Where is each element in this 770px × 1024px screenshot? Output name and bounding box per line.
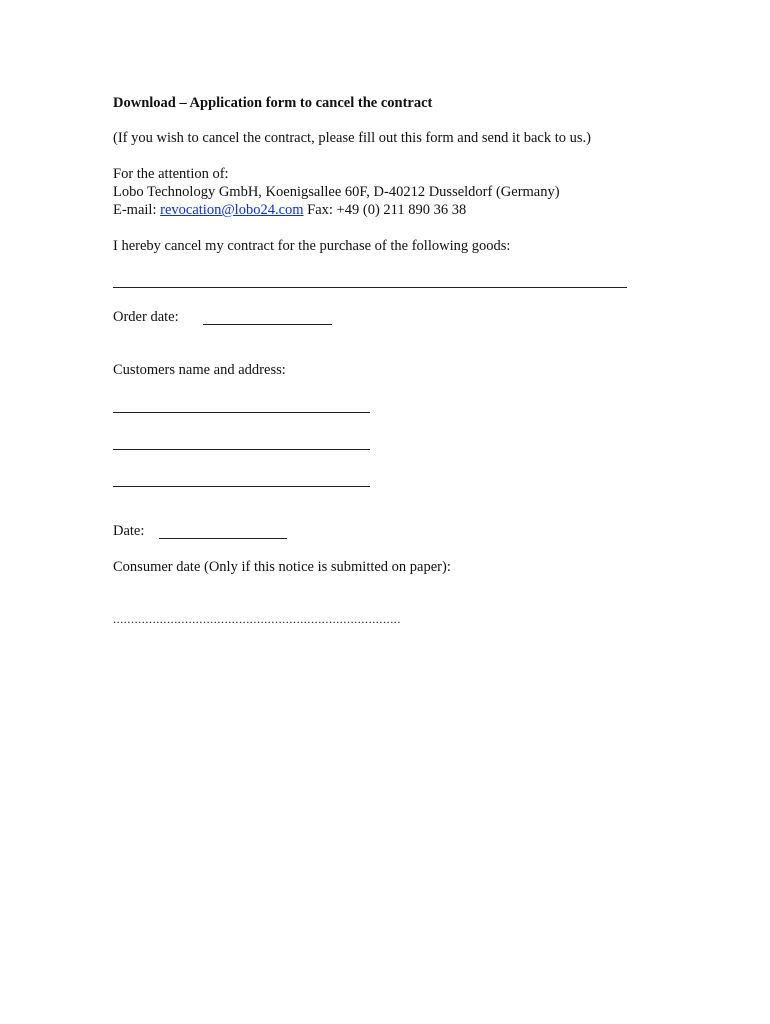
cancel-statement: I hereby cancel my contract for the purchase of the following goods:	[113, 238, 511, 254]
fax-text: Fax: +49 (0) 211 890 36 38	[303, 202, 467, 218]
consumer-date-label: Consumer date (Only if this notice is submitted on paper):	[113, 559, 451, 575]
goods-input-line[interactable]	[113, 287, 627, 288]
customer-address-line-3[interactable]	[113, 486, 370, 487]
company-address: Lobo Technology GmbH, Koenigsallee 60F, D-40212 Dusseldorf (Germany)	[113, 184, 560, 200]
email-link[interactable]: revocation@lobo24.com	[160, 202, 304, 218]
customer-address-line-2[interactable]	[113, 449, 370, 450]
signature-dotted-line[interactable]: ................................................................................	[113, 612, 401, 626]
customer-label: Customers name and address:	[113, 362, 286, 378]
customer-address-line-1[interactable]	[113, 412, 370, 413]
order-date-label: Order date:	[113, 309, 179, 325]
order-date-input-line[interactable]	[203, 324, 332, 325]
date-input-line[interactable]	[159, 538, 287, 539]
intro-text: (If you wish to cancel the contract, please fill out this form and send it back to us.)	[113, 130, 591, 146]
document-title: Download – Application form to cancel the contract	[113, 95, 433, 111]
attention-label: For the attention of:	[113, 166, 229, 182]
date-label: Date:	[113, 523, 145, 539]
contact-line	[113, 201, 466, 219]
email-prefix: E-mail:	[113, 202, 161, 218]
